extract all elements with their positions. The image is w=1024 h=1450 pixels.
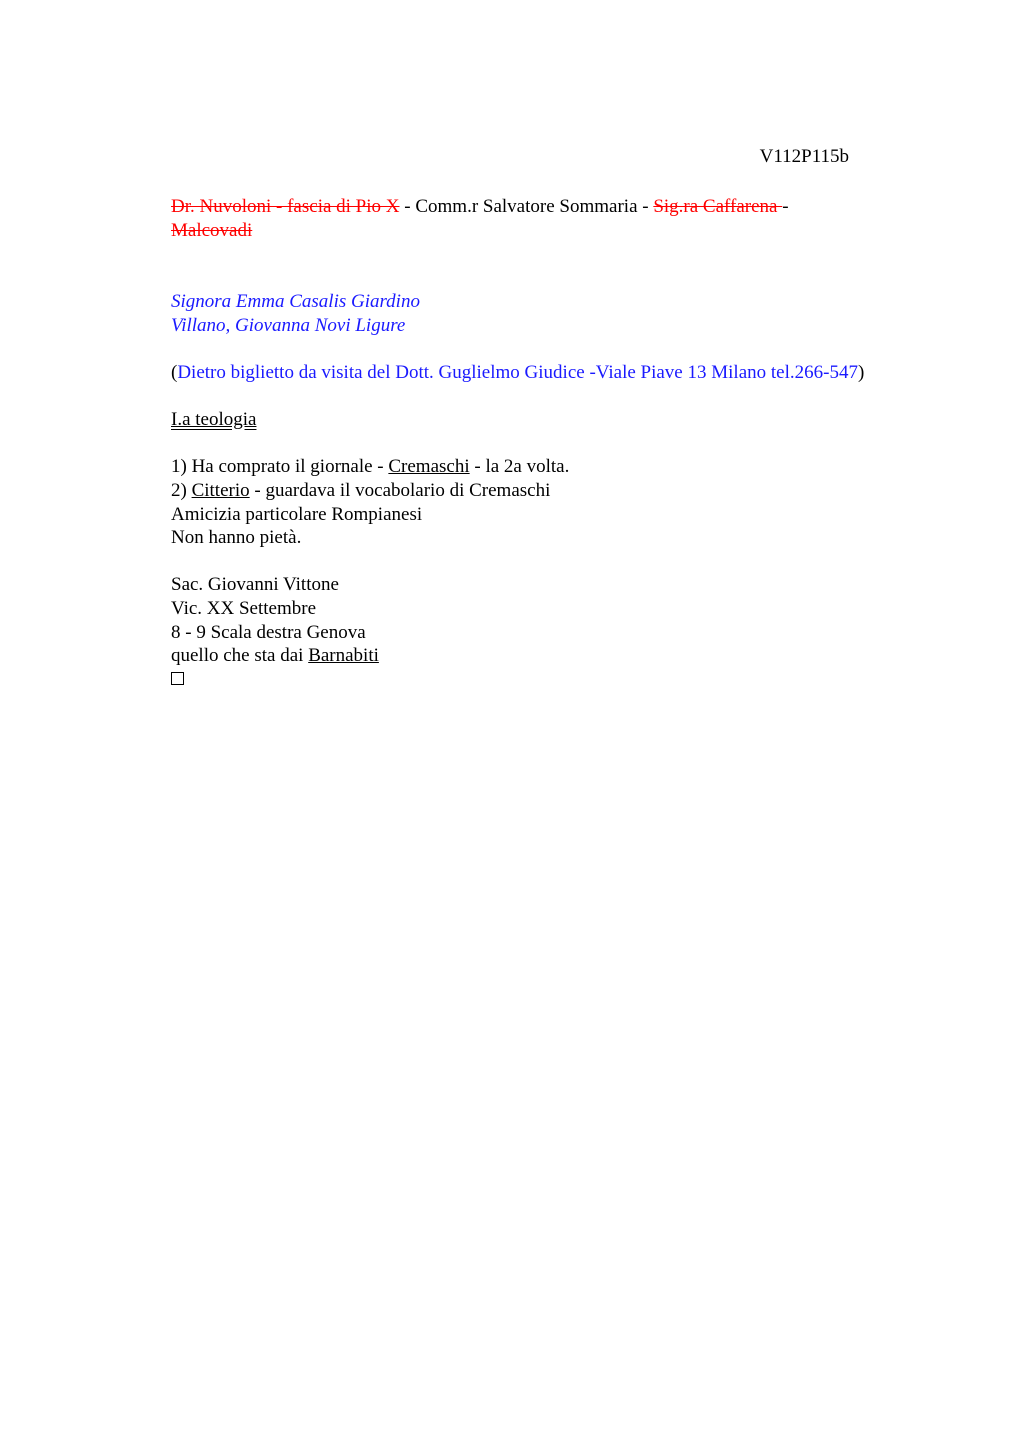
note-item-2-name: Citterio: [191, 479, 250, 501]
struck-name-malcovadi: Malcovadi: [171, 219, 253, 241]
note-item-1-prefix: 1) Ha comprato il giornale -: [171, 456, 389, 478]
note-item-1-name: Cremaschi: [388, 456, 470, 478]
address-line-1: Signora Emma Casalis Giardino: [171, 291, 420, 313]
contact-line-1: Sac. Giovanni Vittone: [171, 574, 339, 596]
note-item-2: [171, 479, 871, 503]
contact-line-4-prefix: quello che sta dai: [171, 645, 309, 667]
note-line-4: Non hanno pietà.: [171, 527, 302, 549]
empty-checkbox-icon: [171, 672, 184, 685]
separator-dash: -: [782, 196, 789, 217]
name-sommaria: - Comm.r Salvatore Sommaria -: [399, 196, 654, 217]
page-id: V112P115b: [759, 146, 849, 167]
names-line: [171, 195, 871, 242]
address-line-2: Villano, Giovanna Novi Ligure: [171, 314, 406, 336]
section-title: I.a teologia: [171, 409, 257, 431]
contact-line-3: 8 - 9 Scala destra Genova: [171, 621, 366, 643]
checkbox-row: [171, 668, 871, 692]
document-body: [171, 195, 871, 691]
close-paren: ): [857, 361, 865, 383]
struck-name-caffarena: Sig.ra Caffarena: [653, 196, 783, 217]
contact-line-4: [171, 644, 871, 668]
note-item-2-prefix: 2): [171, 479, 192, 501]
card-note-text: Dietro biglietto da visita del Dott. Guglielmo Giudice -Viale Piave 13 Milano tel.266-547: [177, 361, 858, 383]
open-paren: (: [171, 361, 178, 383]
contact-line-2: Vic. XX Settembre: [171, 597, 317, 619]
card-note: [171, 361, 871, 385]
note-item-1-suffix: - la 2a volta.: [469, 456, 570, 478]
struck-name-nuvoloni: Dr. Nuvoloni - fascia di Pio X: [171, 196, 400, 217]
note-line-3: Amicizia particolare Rompianesi: [171, 503, 423, 525]
contact-line-4-name: Barnabiti: [308, 645, 379, 667]
note-item-2-suffix: - guardava il vocabolario di Cremaschi: [249, 479, 551, 501]
note-item-1: [171, 455, 871, 479]
